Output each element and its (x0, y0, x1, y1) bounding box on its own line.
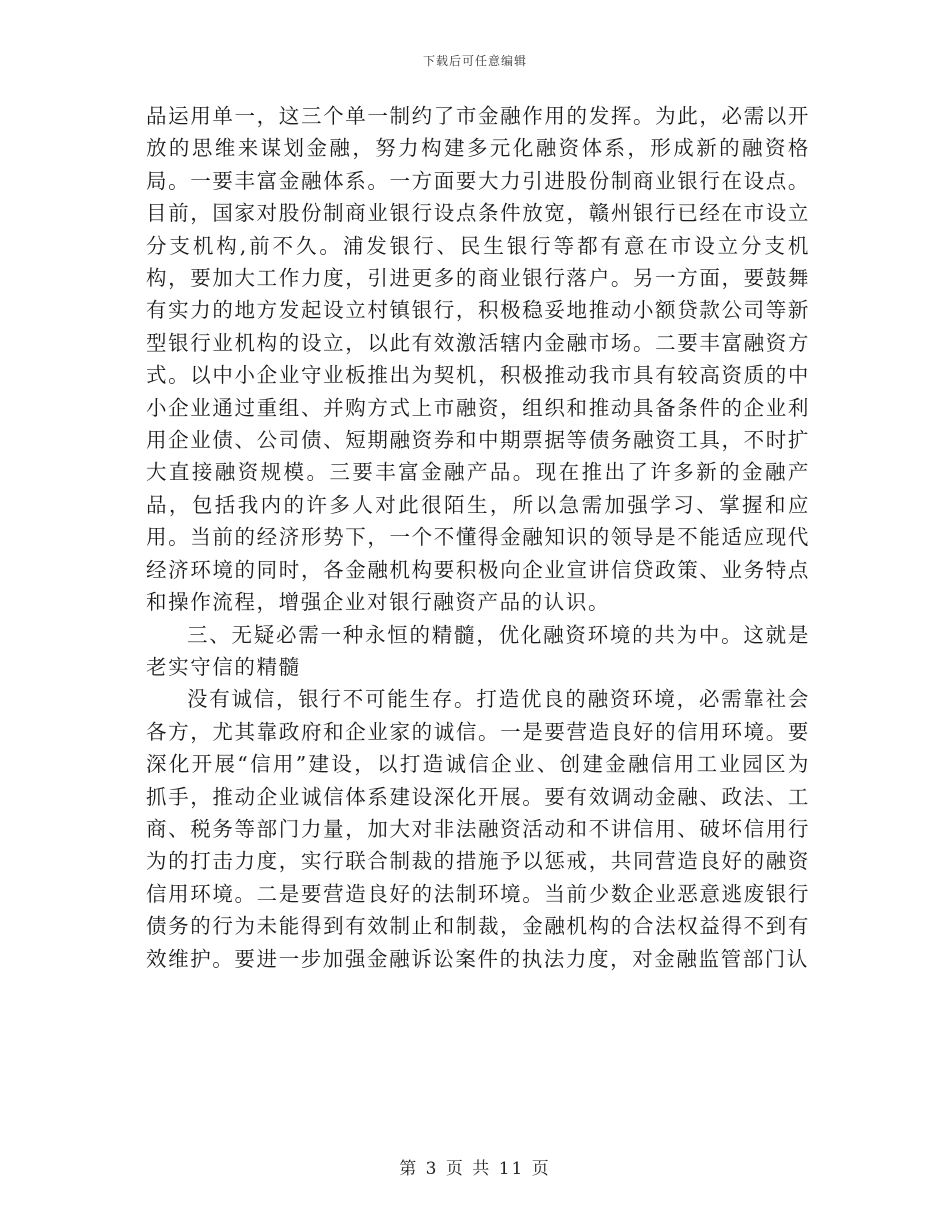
section-heading-integrity: 三、无疑必需一种永恒的精髓，优化融资环境的共为中。这就是老实守信的精髓 (146, 622, 810, 679)
page-header: 下载后可任意编辑 (422, 54, 527, 68)
paragraph-financial-system: 品运用单一，这三个单一制约了市金融作用的发挥。为此，必需以开放的思维来谋划金融，努力构建多元化融资体系，形成新的融资格局。一要丰富金融体系。一方面要大力引进股份制商业银行在设点。目前，国家对股份制商业银行设点条件放宽，赣州银行已经在市设立分支机构,前不久。浦发银行、民生银行等都有意在市设立分支机构，要加大工作力度，引进更多的商业银行落户。另一方面，要鼓舞有实力的地方发起设立村镇银行，积极稳妥地推动小额贷款公司等新型银行业机构的设立，以此有效激活辖内金融市场。二要丰富融资方式。以中小企业守业板推出为契机，积极推动我市具有较高资质的中小企业通过重组、并购方式上市融资，组织和推动具备条件的企业利用企业债、公司债、短期融资券和中期票据等债务融资工具，不时扩大直接融资规模。三要丰富金融产品。现在推出了许多新的金融产品，包括我内的许多人对此很陌生，所以急需加强学习、掌握和应用。当前的经济形势下，一个不懂得金融知识的领导是不能适应现代经济环境的同时，各金融机构要积极向企业宣讲信贷政策、业务特点和操作流程，增强企业对银行融资产品的认识。 (146, 104, 810, 615)
paragraph-credit-environment: 没有诚信，银行不可能生存。打造优良的融资环境，必需靠社会各方，尤其靠政府和企业家的诚信。一是要营造良好的信用环境。要深化开展“信用”建设，以打造诚信企业、创建金融信用工业园区为抓手，推动企业诚信体系建设深化开展。要有效调动金融、政法、工商、税务等部门力量，加大对非法融资活动和不讲信用、破坏信用行为的打击力度，实行联合制裁的措施予以惩戒，共同营造良好的融资信用环境。二是要营造良好的法制环境。当前少数企业恶意逃废银行债务的行为未能得到有效制止和制裁，金融机构的合法权益得不到有效维护。要进一步加强金融诉讼案件的执法力度，对金融监管部门认 (146, 687, 810, 971)
document-body (146, 100, 810, 975)
page-number-footer: 第 3 页 共 11 页 (399, 1159, 551, 1179)
